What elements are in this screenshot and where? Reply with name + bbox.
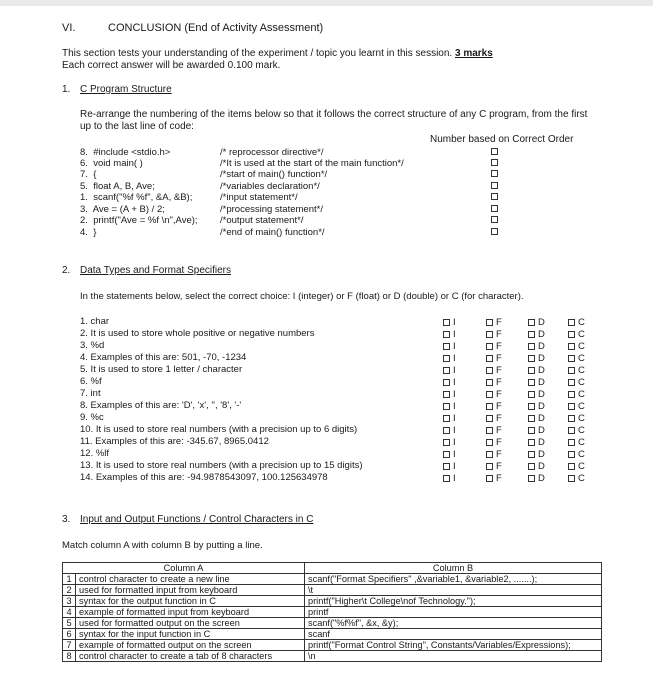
choice-checkbox[interactable] [568, 331, 575, 338]
choice-label: F [496, 317, 502, 328]
choice-label: I [453, 449, 456, 460]
choice-checkbox[interactable] [443, 427, 450, 434]
choice-label: I [453, 341, 456, 352]
choice-float-option[interactable] [486, 365, 502, 376]
row-number: 5 [63, 618, 76, 629]
choice-float-option[interactable] [486, 473, 502, 484]
q1-item [80, 147, 170, 158]
q2-statement: 8. Examples of this are: 'D', 'x', '', '8', '-' [80, 400, 242, 411]
matching-table [62, 562, 602, 662]
choice-label: F [496, 413, 502, 424]
intro-line2: Each correct answer will be awarded 0.100 mark. [62, 60, 281, 71]
choice-label: D [538, 437, 545, 448]
table-row [63, 629, 602, 640]
choice-label: C [578, 353, 585, 364]
choice-label: D [538, 425, 545, 436]
row-number: 2 [63, 585, 76, 596]
choice-label: F [496, 425, 502, 436]
choice-checkbox[interactable] [443, 451, 450, 458]
choice-checkbox[interactable] [486, 439, 493, 446]
q1-item-num: 1. [80, 192, 88, 203]
choice-integer-option[interactable] [443, 449, 456, 460]
q2-statement: 12. %lf [80, 448, 110, 459]
intro-line1: This section tests your understanding of the experiment / topic you learnt in this session. [62, 48, 453, 59]
choice-checkbox[interactable] [568, 427, 575, 434]
column-a-cell[interactable]: used for formatted input from keyboard [76, 585, 305, 596]
q2-statement: 9. %c [80, 412, 104, 423]
q1-order-checkbox[interactable] [491, 182, 498, 189]
choice-double-option[interactable] [528, 401, 545, 412]
choice-float-option[interactable] [486, 353, 502, 364]
choice-checkbox[interactable] [528, 319, 535, 326]
choice-checkbox[interactable] [486, 367, 493, 374]
choice-float-option[interactable] [486, 329, 502, 340]
q1-item-code: { [93, 169, 97, 180]
table-row [63, 640, 602, 651]
q1-item-comment: /*input statement*/ [220, 192, 298, 203]
choice-label: F [496, 365, 502, 376]
choice-character-option[interactable] [568, 365, 585, 376]
column-a-cell[interactable]: syntax for the input function in C [76, 629, 305, 640]
choice-checkbox[interactable] [486, 391, 493, 398]
choice-label: C [578, 461, 585, 472]
choice-checkbox[interactable] [443, 343, 450, 350]
choice-label: C [578, 389, 585, 400]
q1-item-num: 6. [80, 158, 88, 169]
choice-integer-option[interactable] [443, 413, 456, 424]
choice-label: D [538, 377, 545, 388]
table-row [63, 585, 602, 596]
row-number: 4 [63, 607, 76, 618]
q1-item [80, 181, 155, 192]
choice-float-option[interactable] [486, 341, 502, 352]
choice-checkbox[interactable] [486, 331, 493, 338]
choice-double-option[interactable] [528, 389, 545, 400]
q2-statement: 2. It is used to store whole positive or negative numbers [80, 328, 315, 339]
choice-character-option[interactable] [568, 317, 585, 328]
choice-label: D [538, 329, 545, 340]
choice-integer-option[interactable] [443, 437, 456, 448]
choice-integer-option[interactable] [443, 341, 456, 352]
choice-checkbox[interactable] [568, 355, 575, 362]
choice-checkbox[interactable] [528, 463, 535, 470]
choice-checkbox[interactable] [568, 391, 575, 398]
choice-float-option[interactable] [486, 377, 502, 388]
choice-checkbox[interactable] [568, 319, 575, 326]
q1-item [80, 158, 143, 169]
q1-item-code: } [93, 227, 97, 238]
table-row [63, 596, 602, 607]
choice-checkbox[interactable] [486, 427, 493, 434]
choice-character-option[interactable] [568, 449, 585, 460]
q2-statement: 10. It is used to store real numbers (with a precision up to 6 digits) [80, 424, 358, 435]
choice-integer-option[interactable] [443, 461, 456, 472]
choice-checkbox[interactable] [443, 439, 450, 446]
q1-item-comment: /* reprocessor directive*/ [220, 147, 324, 158]
q2-statement: 13. It is used to store real numbers (with a precision up to 15 digits) [80, 460, 363, 471]
q1-order-checkbox[interactable] [491, 228, 498, 235]
choice-checkbox[interactable] [486, 403, 493, 410]
q1-order-checkbox[interactable] [491, 205, 498, 212]
choice-label: C [578, 473, 585, 484]
column-b-header: Column B [305, 563, 602, 574]
table-row [63, 651, 602, 662]
choice-label: F [496, 401, 502, 412]
table-row [63, 607, 602, 618]
q1-item-num: 7. [80, 169, 88, 180]
choice-label: D [538, 473, 545, 484]
choice-integer-option[interactable] [443, 389, 456, 400]
q2-statement: 1. char [80, 316, 110, 327]
q1-order-checkbox[interactable] [491, 159, 498, 166]
choice-checkbox[interactable] [568, 415, 575, 422]
choice-checkbox[interactable] [443, 391, 450, 398]
q2-instruction: In the statements below, select the correct choice: I (integer) or F (float) or D (double) or C (for character). [80, 291, 524, 302]
choice-character-option[interactable] [568, 413, 585, 424]
choice-character-option[interactable] [568, 341, 585, 352]
choice-label: C [578, 341, 585, 352]
choice-double-option[interactable] [528, 341, 545, 352]
choice-checkbox[interactable] [528, 331, 535, 338]
q2-statement: 6. %f [80, 376, 102, 387]
choice-integer-option[interactable] [443, 329, 456, 340]
choice-label: C [578, 365, 585, 376]
q2-number: 2. [62, 265, 71, 276]
row-number: 1 [63, 574, 76, 585]
choice-integer-option[interactable] [443, 401, 456, 412]
choice-label: C [578, 329, 585, 340]
choice-label: I [453, 389, 456, 400]
q1-item-code: Ave = (A + B) / 2; [92, 204, 165, 215]
q1-order-checkbox[interactable] [491, 193, 498, 200]
q1-item-comment: /*variables declaration*/ [220, 181, 320, 192]
choice-checkbox[interactable] [528, 379, 535, 386]
choice-checkbox[interactable] [486, 451, 493, 458]
q1-item-num: 8. [80, 147, 88, 158]
choice-checkbox[interactable] [528, 427, 535, 434]
choice-label: I [453, 413, 456, 424]
choice-checkbox[interactable] [528, 367, 535, 374]
choice-label: C [578, 425, 585, 436]
choice-double-option[interactable] [528, 437, 545, 448]
q3-instruction: Match column A with column B by putting a line. [62, 540, 263, 551]
column-b-cell[interactable]: \t [305, 585, 602, 596]
column-b-cell[interactable]: printf [305, 607, 602, 618]
choice-label: D [538, 365, 545, 376]
q1-item-comment: /*output statement*/ [220, 215, 304, 226]
choice-label: I [453, 353, 456, 364]
choice-checkbox[interactable] [486, 355, 493, 362]
q1-item [80, 204, 165, 215]
choice-checkbox[interactable] [568, 475, 575, 482]
q1-item-num: 4. [80, 227, 88, 238]
choice-float-option[interactable] [486, 413, 502, 424]
choice-label: D [538, 449, 545, 460]
column-b-cell[interactable]: printf("Format Control String", Constants/Variables/Expressions); [305, 640, 602, 651]
choice-checkbox[interactable] [528, 451, 535, 458]
choice-checkbox[interactable] [443, 415, 450, 422]
q2-statement: 5. It is used to store 1 letter / character [80, 364, 243, 375]
q2-title: Data Types and Format Specifiers [80, 265, 231, 276]
choice-double-option[interactable] [528, 413, 545, 424]
choice-checkbox[interactable] [486, 463, 493, 470]
column-a-header: Column A [63, 563, 305, 574]
q1-item-code: printf("Ave = %f \n",Ave); [93, 215, 198, 226]
choice-checkbox[interactable] [443, 403, 450, 410]
q1-item-code: scanf("%f %f", &A, &B); [93, 192, 193, 203]
choice-label: I [453, 317, 456, 328]
table-row [63, 618, 602, 629]
column-a-cell[interactable]: used for formatted output on the screen [76, 618, 305, 629]
section-title: CONCLUSION (End of Activity Assessment) [108, 22, 324, 34]
choice-double-option[interactable] [528, 317, 545, 328]
column-b-cell[interactable]: scanf("%f%f", &x, &y); [305, 618, 602, 629]
q1-item-comment: /*processing statement*/ [220, 204, 323, 215]
choice-checkbox[interactable] [528, 403, 535, 410]
choice-checkbox[interactable] [528, 355, 535, 362]
choice-label: F [496, 389, 502, 400]
q1-item-comment: /*start of main() function*/ [220, 169, 328, 180]
choice-checkbox[interactable] [486, 475, 493, 482]
choice-double-option[interactable] [528, 449, 545, 460]
choice-label: D [538, 413, 545, 424]
row-number: 3 [63, 596, 76, 607]
q2-statement: 11. Examples of this are: -345.67, 8965.0412 [80, 436, 269, 447]
q1-item [80, 215, 198, 226]
choice-integer-option[interactable] [443, 353, 456, 364]
choice-label: D [538, 461, 545, 472]
choice-checkbox[interactable] [443, 355, 450, 362]
q1-item-num: 5. [80, 181, 88, 192]
choice-float-option[interactable] [486, 389, 502, 400]
column-a-cell[interactable]: example of formatted output on the screen [76, 640, 305, 651]
column-b-cell[interactable]: printf("Higher\t College\nof Technology."); [305, 596, 602, 607]
choice-float-option[interactable] [486, 425, 502, 436]
choice-label: D [538, 317, 545, 328]
choice-label: C [578, 377, 585, 388]
q1-item-comment: /*It is used at the start of the main function*/ [220, 158, 404, 169]
choice-float-option[interactable] [486, 461, 502, 472]
column-a-cell[interactable]: example of formatted input from keyboard [76, 607, 305, 618]
choice-label: F [496, 377, 502, 388]
choice-integer-option[interactable] [443, 425, 456, 436]
choice-label: D [538, 341, 545, 352]
choice-label: D [538, 389, 545, 400]
choice-character-option[interactable] [568, 353, 585, 364]
choice-character-option[interactable] [568, 437, 585, 448]
choice-float-option[interactable] [486, 437, 502, 448]
choice-label: C [578, 437, 585, 448]
choice-label: I [453, 401, 456, 412]
column-a-cell[interactable]: control character to create a new line [76, 574, 305, 585]
q2-statement: 3. %d [80, 340, 105, 351]
page-top-border [0, 0, 653, 6]
choice-checkbox[interactable] [568, 403, 575, 410]
choice-checkbox[interactable] [568, 451, 575, 458]
choice-label: I [453, 329, 456, 340]
choice-checkbox[interactable] [528, 343, 535, 350]
q3-title: Input and Output Functions / Control Characters in C [80, 514, 314, 525]
choice-label: F [496, 461, 502, 472]
choice-double-option[interactable] [528, 473, 545, 484]
choice-label: F [496, 437, 502, 448]
choice-label: C [578, 317, 585, 328]
q1-item-code: #include <stdio.h> [93, 147, 171, 158]
choice-character-option[interactable] [568, 329, 585, 340]
choice-checkbox[interactable] [443, 475, 450, 482]
choice-checkbox[interactable] [443, 463, 450, 470]
choice-label: I [453, 377, 456, 388]
section-number: VI. [62, 22, 76, 34]
column-a-cell[interactable]: syntax for the output function in C [76, 596, 305, 607]
choice-label: F [496, 329, 502, 340]
column-b-cell[interactable]: \n [305, 651, 602, 662]
choice-checkbox[interactable] [486, 319, 493, 326]
choice-label: C [578, 401, 585, 412]
choice-checkbox[interactable] [486, 379, 493, 386]
choice-label: D [538, 353, 545, 364]
choice-double-option[interactable] [528, 329, 545, 340]
q2-statement: 7. int [80, 388, 101, 399]
choice-integer-option[interactable] [443, 473, 456, 484]
row-number: 8 [63, 651, 76, 662]
q1-order-header: Number based on Correct Order [430, 134, 574, 145]
choice-label: I [453, 461, 456, 472]
choice-float-option[interactable] [486, 317, 502, 328]
q1-item [80, 192, 192, 203]
choice-checkbox[interactable] [568, 379, 575, 386]
choice-checkbox[interactable] [443, 367, 450, 374]
q3-number: 3. [62, 514, 71, 525]
q1-order-checkbox[interactable] [491, 216, 498, 223]
q1-item-num: 2. [80, 215, 88, 226]
choice-float-option[interactable] [486, 401, 502, 412]
choice-checkbox[interactable] [568, 367, 575, 374]
choice-double-option[interactable] [528, 425, 545, 436]
choice-character-option[interactable] [568, 389, 585, 400]
choice-checkbox[interactable] [443, 319, 450, 326]
choice-label: F [496, 341, 502, 352]
choice-character-option[interactable] [568, 377, 585, 388]
q2-statement: 4. Examples of this are: 501, -70, -1234 [80, 352, 247, 363]
q1-item [80, 169, 96, 180]
q1-item-num: 3. [80, 204, 88, 215]
choice-double-option[interactable] [528, 377, 545, 388]
choice-integer-option[interactable] [443, 365, 456, 376]
q1-title: C Program Structure [80, 84, 172, 95]
table-row [63, 574, 602, 585]
choice-checkbox[interactable] [443, 331, 450, 338]
q1-item-comment: /*end of main() function*/ [220, 227, 325, 238]
q1-instruction-1: Re-arrange the numbering of the items below so that it follows the correct structure of any C program, from the first [80, 109, 588, 120]
matching-table-header [63, 563, 602, 574]
choice-checkbox[interactable] [568, 463, 575, 470]
intro-text [62, 48, 493, 59]
choice-label: F [496, 473, 502, 484]
q1-item-code: void main( ) [93, 158, 143, 169]
choice-label: D [538, 401, 545, 412]
row-number: 6 [63, 629, 76, 640]
choice-character-option[interactable] [568, 401, 585, 412]
choice-float-option[interactable] [486, 449, 502, 460]
choice-checkbox[interactable] [486, 343, 493, 350]
choice-label: C [578, 413, 585, 424]
choice-label: C [578, 449, 585, 460]
q1-order-checkbox[interactable] [491, 170, 498, 177]
choice-label: F [496, 353, 502, 364]
choice-label: I [453, 365, 456, 376]
column-b-cell[interactable]: scanf [305, 629, 602, 640]
choice-label: I [453, 437, 456, 448]
q1-order-checkbox[interactable] [491, 148, 498, 155]
choice-checkbox[interactable] [443, 379, 450, 386]
choice-double-option[interactable] [528, 461, 545, 472]
row-number: 7 [63, 640, 76, 651]
marks-label: 3 marks [455, 48, 493, 59]
choice-label: I [453, 473, 456, 484]
column-b-cell[interactable]: scanf("Format Specifiers" ,&variable1, &variable2, .......); [305, 574, 602, 585]
choice-checkbox[interactable] [486, 415, 493, 422]
choice-double-option[interactable] [528, 365, 545, 376]
choice-character-option[interactable] [568, 461, 585, 472]
choice-label: F [496, 449, 502, 460]
choice-character-option[interactable] [568, 425, 585, 436]
q1-instruction-2: up to the last line of code: [80, 121, 194, 132]
choice-character-option[interactable] [568, 473, 585, 484]
choice-checkbox[interactable] [528, 475, 535, 482]
choice-integer-option[interactable] [443, 377, 456, 388]
choice-checkbox[interactable] [528, 439, 535, 446]
choice-checkbox[interactable] [568, 439, 575, 446]
choice-double-option[interactable] [528, 353, 545, 364]
column-a-cell[interactable]: control character to create a tab of 8 characters [76, 651, 305, 662]
q2-statement: 14. Examples of this are: -94.9878543097, 100.125634978 [80, 472, 328, 483]
q1-item-code: float A, B, Ave; [93, 181, 155, 192]
choice-checkbox[interactable] [528, 391, 535, 398]
choice-label: I [453, 425, 456, 436]
choice-integer-option[interactable] [443, 317, 456, 328]
q1-number: 1. [62, 84, 71, 95]
choice-checkbox[interactable] [568, 343, 575, 350]
choice-checkbox[interactable] [528, 415, 535, 422]
q1-item [80, 227, 96, 238]
